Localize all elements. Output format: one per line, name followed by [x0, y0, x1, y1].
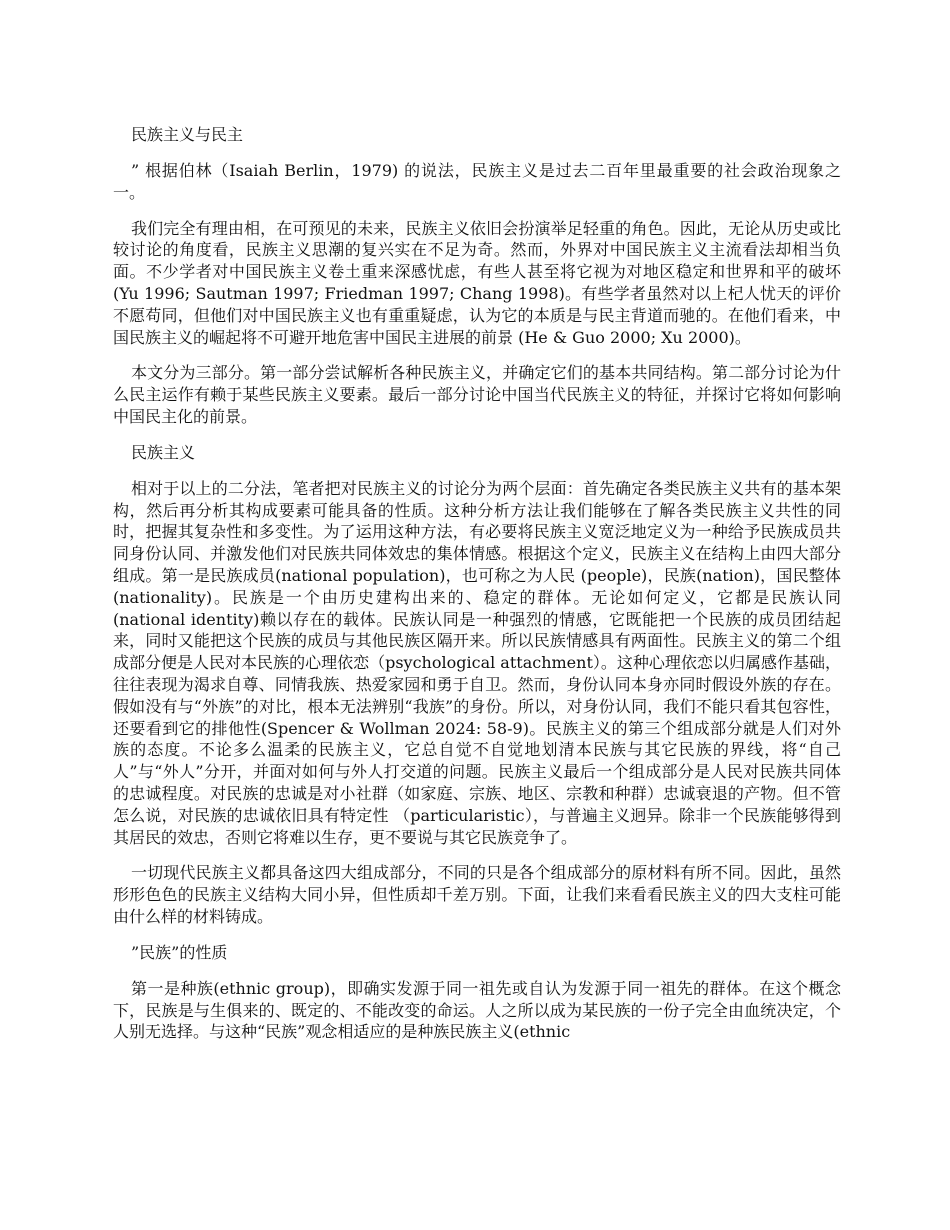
paragraph-components: 一切现代民族主义都具备这四大组成部分，不同的只是各个组成部分的原材料有所不同。因此，虽然形形色色的民族主义结构大同小异，但性质却千差万别。下面，让我们来看看民族主义的四大支柱可能由什么样的材料铸成。 [113, 863, 841, 926]
paragraph-outline: 本文分为三部分。第一部分尝试解析各种民族主义，并确定它们的基本共同结构。第二部分讨论为什么民主运作有赖于某些民族主义要素。最后一部分讨论中国当代民族主义的特征，并探讨它将如何影响中国民主化的前景。 [113, 363, 841, 426]
document-page [113, 124, 841, 1057]
section-heading-nationalism: 民族主义 [131, 442, 196, 462]
paragraph-structure: 相对于以上的二分法，笔者把对民族主义的讨论分为两个层面：首先确定各类民族主义共有的基本架构，然后再分析其构成要素可能具备的性质。这种分析方法让我们能够在了解各类民族主义共性的同时，把握其复杂性和多变性。为了运用这种方法，有必要将民族主义宽泛地定义为一种给予民族成员共同身份认同、并激发他们对民族共同体效忠的集体情感。根据这个定义，民族主义在结构上由四大部分组成。第一是民族成员(national population)，也可称之为人民 (people)，民族(nation)，国民整体(nationality)。民族是一个由历史建构出来的、稳定的群体。无论如何定义，它都是民族认同(national identity)赖以存在的载体。民族认同是一种强烈的情感，它既能把一个民族的成员团结起来，同时又能把这个民族的成员与其他民族区隔开来。所以民族情感具有两面性。民族主义的第二个组成部分便是人民对本民族的心理依恋（psychological attachment）。这种心理依恋以归属感作基础，往往表现为渴求自尊、同情我族、热爱家园和勇于自卫。然而，身份认同本身亦同时假设外族的存在。假如没有与“外族”的对比，根本无法辨别“我族”的身份。所以，对身份认同，我们不能只看其包容性，还要看到它的排他性(Spencer & Wollman 2024: 58-9)。民族主义的第三个组成部分就是人们对外族的态度。不论多么温柔的民族主义，它总自觉不自觉地划清本民族与其它民族的界线，将“自己人”与“外人”分开，并面对如何与外人打交道的问题。民族主义最后一个组成部分是人民对民族共同体的忠诚程度。对民族的忠诚是对小社群（如家庭、宗族、地区、宗教和种群）忠诚衰退的产物。但不管怎么说，对民族的忠诚依旧具有特定性 （particularistic），与普遍主义迥异。除非一个民族能够得到其居民的效忠，否则它将难以生存，更不要说与其它民族竞争了。 [113, 478, 841, 847]
paragraph-context: 我们完全有理由相，在可预见的未来，民族主义依旧会扮演举足轻重的角色。因此，无论从历史或比较讨论的角度看，民族主义思潮的复兴实在不足为奇。然而，外界对中国民族主义主流看法却相当负面。不少学者对中国民族主义卷土重来深感忧虑，有些人甚至将它视为对地区稳定和世界和平的破坏 (Yu 1996; Sautman 1997; Friedman 1997; Chang 1998)。有些学者虽然对以上杞人忧天的评价不愿苟同，但他们对中国民族主义也有重重疑虑，认为它的本质是与民主背道而驰的。在他们看来，中国民族主义的崛起将不可避开地危害中国民主进展的前景 (He & Guo 2000; Xu 2000)。 [113, 218, 841, 347]
section-heading-nation-nature: ”民族”的性质 [131, 942, 228, 962]
document-title: 民族主义与民主 [131, 125, 244, 144]
paragraph-intro-berlin: ” 根据伯林（Isaiah Berlin，1979) 的说法，民族主义是过去二百年里最重要的社会政治现象之一。 [113, 161, 841, 202]
paragraph-ethnic-group: 第一是种族(ethnic group)，即确实发源于同一祖先或自认为发源于同一祖先的群体。在这个概念下，民族是与生俱来的、既定的、不能改变的命运。人之所以成为某民族的一份子完全由血统决定，个人别无选择。与这种“民族”观念相适应的是种族民族主义(ethnic [113, 978, 841, 1042]
